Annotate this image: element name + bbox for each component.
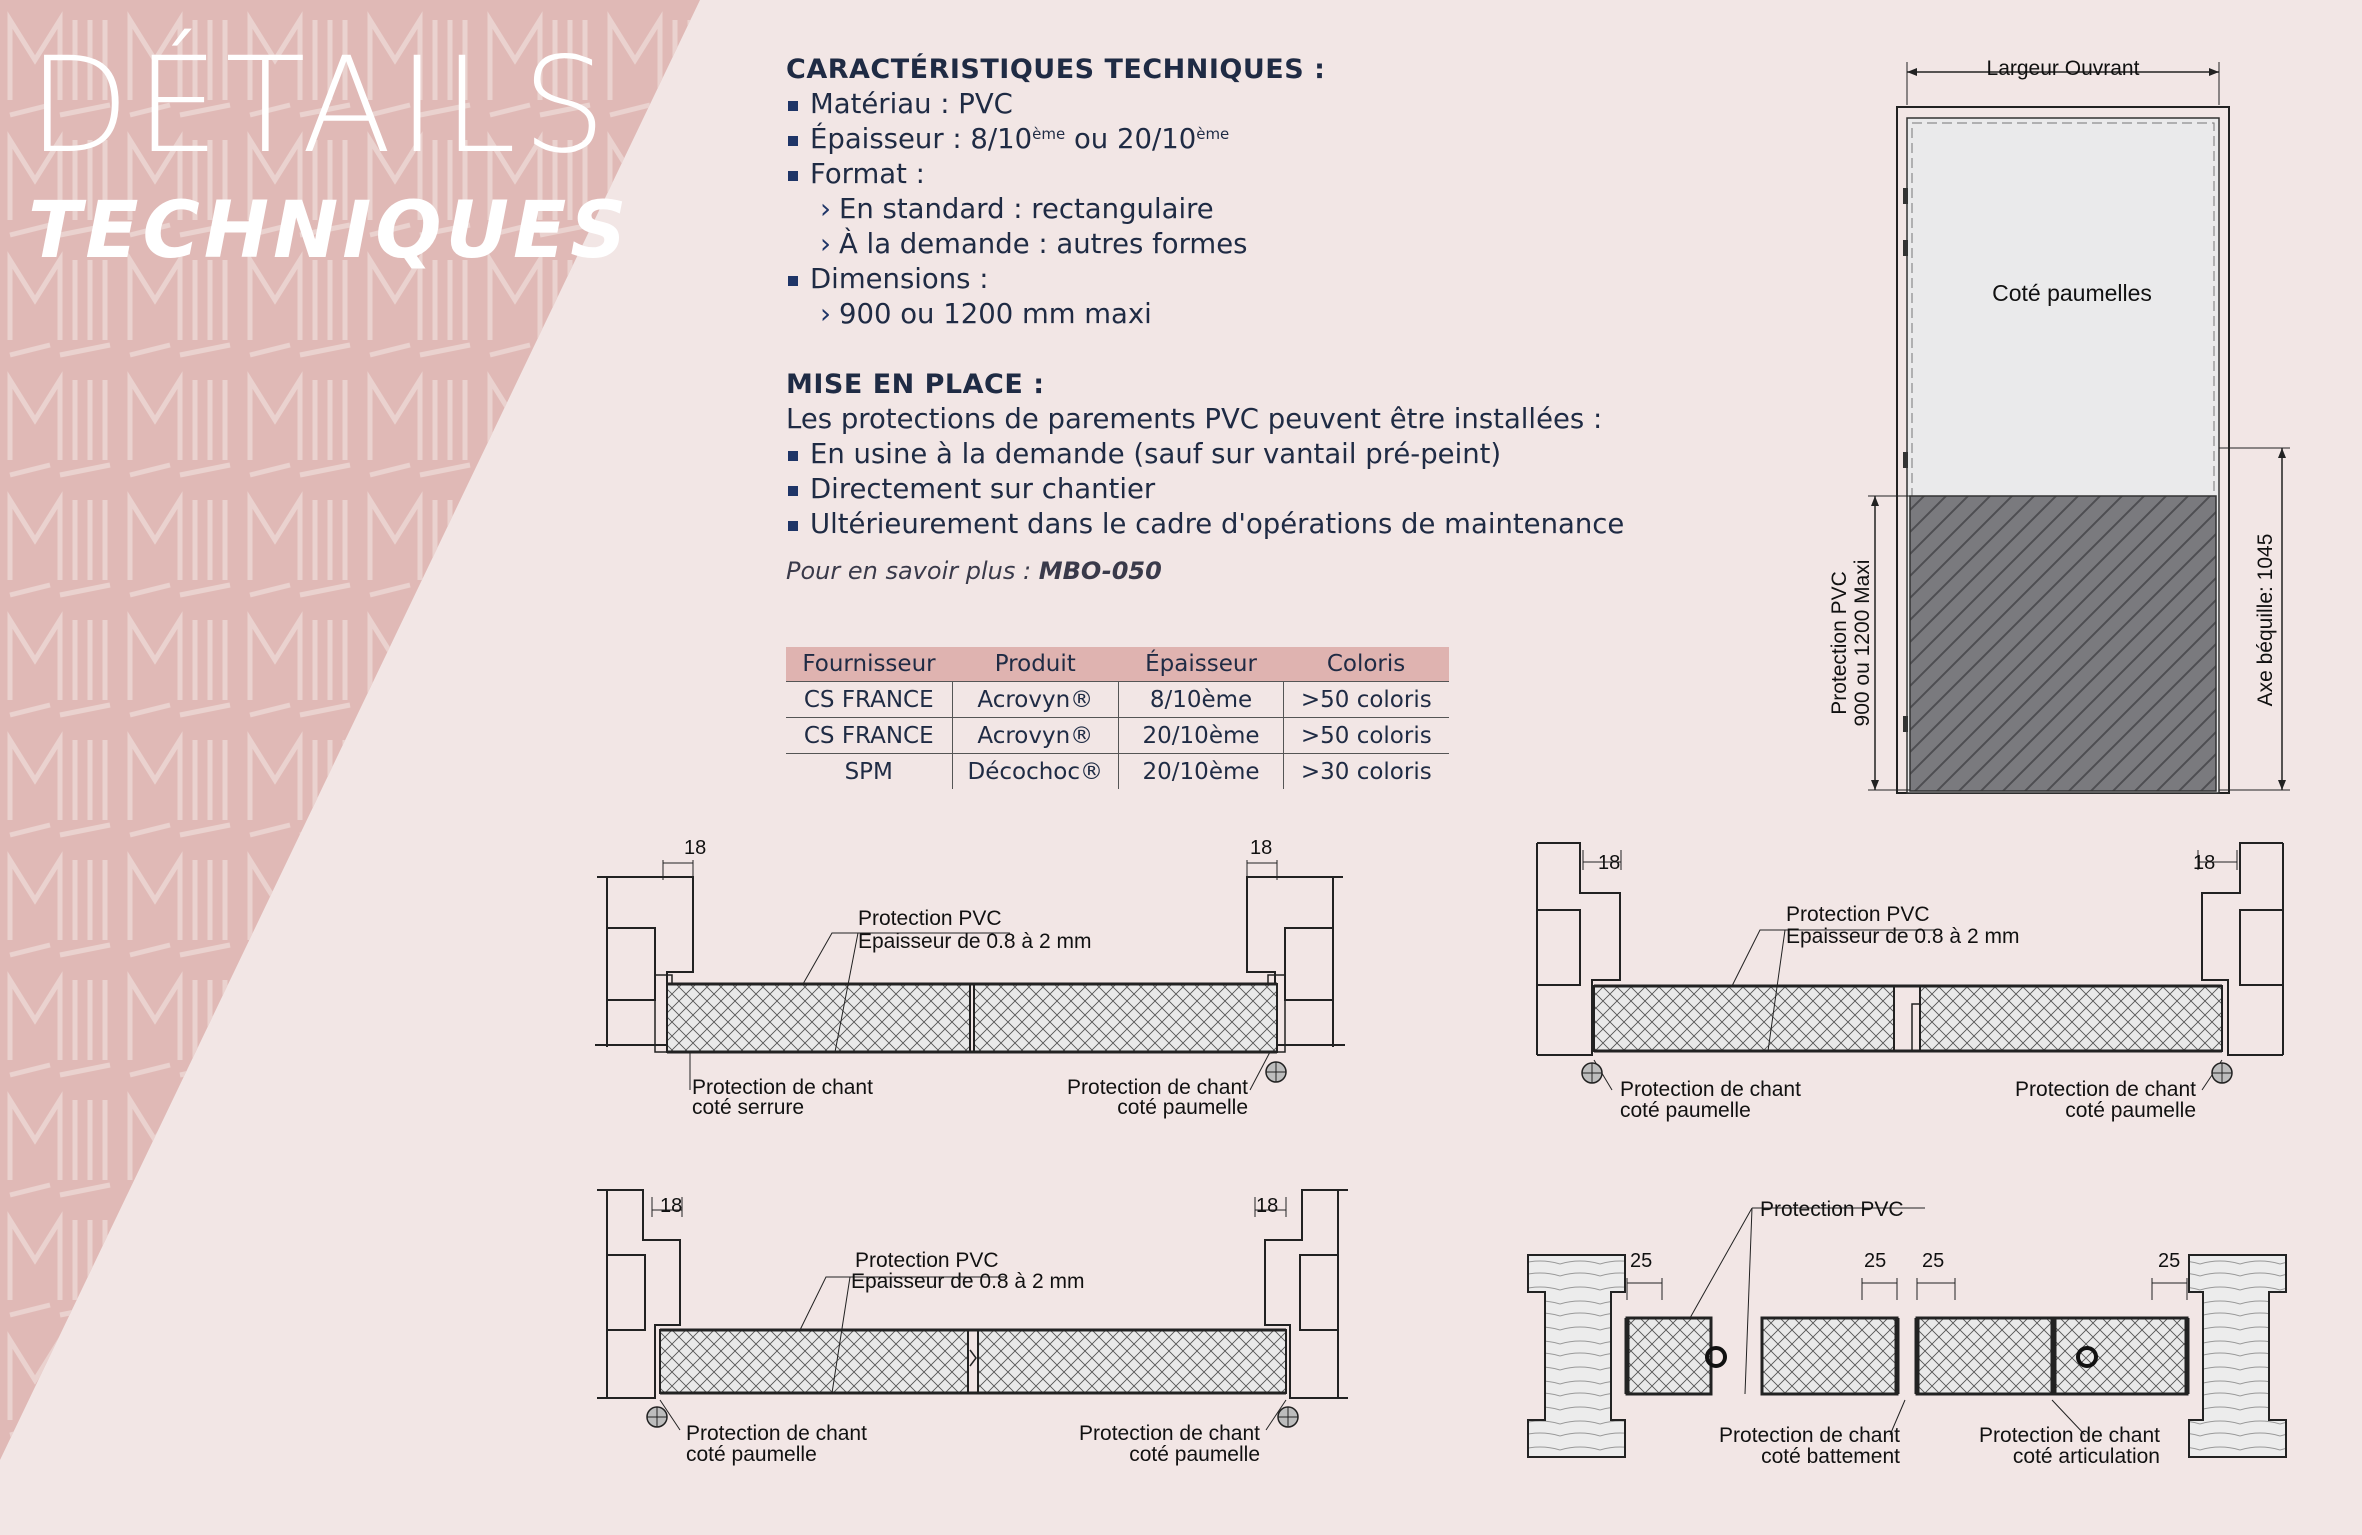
mise-intro: Les protections de parements PVC peuvent être installées : bbox=[786, 403, 1603, 435]
table-cell: 8/10ème bbox=[1119, 682, 1284, 718]
mise-item: Directement sur chantier bbox=[786, 472, 1686, 507]
section2-chant-left: Protection de chant bbox=[1620, 1078, 1801, 1101]
screw-icon bbox=[1582, 1063, 1602, 1083]
door-core-right bbox=[1920, 986, 2222, 1051]
pvc-protection-panel bbox=[1910, 496, 2216, 791]
table-cell: 20/10ème bbox=[1119, 754, 1284, 790]
hinge-icon bbox=[1903, 240, 1908, 256]
right-wood-jamb bbox=[2189, 1255, 2286, 1457]
section-paumelle-paumelle-2 bbox=[597, 1190, 1348, 1430]
section4-articulation: coté articulation bbox=[2012, 1445, 2160, 1468]
door-elevation bbox=[1828, 57, 2290, 793]
table-cell: CS FRANCE bbox=[786, 718, 952, 754]
leaf-left-core-a bbox=[1627, 1318, 1711, 1394]
spec-format-demande-text: À la demande : autres formes bbox=[839, 228, 1248, 260]
section1-chant-left: Protection de chant bbox=[692, 1076, 873, 1099]
table-header: Produit bbox=[952, 647, 1119, 682]
leaf-right-core-b bbox=[2055, 1318, 2187, 1394]
more-info-reference: MBO-050 bbox=[1038, 557, 1162, 585]
section1-chant-right: Protection de chant bbox=[1067, 1076, 1248, 1099]
dim-25: 25 bbox=[1630, 1250, 1653, 1272]
dim-18: 18 bbox=[1598, 852, 1621, 874]
leaf-right-core-a bbox=[1917, 1318, 2052, 1394]
spec-epaisseur-b: ou 20/10 bbox=[1065, 123, 1197, 155]
spec-dimensions: Dimensions : bbox=[786, 262, 1686, 297]
section3-chant-right: Protection de chant bbox=[1079, 1422, 1260, 1445]
table-cell: Acrovyn® bbox=[952, 718, 1119, 754]
spec-format: Format : bbox=[786, 157, 1686, 192]
screw-icon bbox=[1266, 1062, 1286, 1082]
section3-paumelle-left: coté paumelle bbox=[686, 1443, 817, 1466]
table-header: Coloris bbox=[1284, 647, 1449, 682]
chevron-right-icon: › bbox=[820, 298, 831, 330]
table-header: Fournisseur bbox=[786, 647, 952, 682]
table-cell: Acrovyn® bbox=[952, 682, 1119, 718]
door-side-label: Coté paumelles bbox=[1992, 280, 2152, 306]
screw-icon bbox=[1278, 1407, 1298, 1427]
section4-chant-right: Protection de chant bbox=[1979, 1424, 2160, 1447]
hero-title-line1: DÉTAILS bbox=[28, 29, 612, 183]
section1-epaisseur: Epaisseur de 0.8 à 2 mm bbox=[858, 930, 1092, 953]
section4-chant-left: Protection de chant bbox=[1719, 1424, 1900, 1447]
screw-icon bbox=[647, 1407, 667, 1427]
table-header: Épaisseur bbox=[1119, 647, 1284, 682]
table-cell: CS FRANCE bbox=[786, 682, 952, 718]
door-core-left bbox=[1594, 986, 1894, 1051]
dim-25: 25 bbox=[1864, 1250, 1887, 1272]
dim-18: 18 bbox=[660, 1195, 683, 1217]
spec-materiau: Matériau : PVC bbox=[786, 87, 1686, 122]
section2-prot-pvc: Protection PVC bbox=[1786, 903, 1930, 926]
section3-prot-pvc: Protection PVC bbox=[855, 1249, 999, 1272]
table-cell: Décochoc® bbox=[952, 754, 1119, 790]
dim-25: 25 bbox=[1922, 1250, 1945, 1272]
door-core-right bbox=[974, 984, 1277, 1052]
hinge-icon bbox=[1903, 452, 1908, 468]
chevron-right-icon: › bbox=[820, 193, 831, 225]
dim-25: 25 bbox=[2158, 1250, 2181, 1272]
spec-epaisseur-sup2: ème bbox=[1196, 125, 1230, 143]
door-core-left bbox=[660, 1330, 968, 1393]
section2-paumelle-right: coté paumelle bbox=[2065, 1099, 2196, 1122]
section2-paumelle-left: coté paumelle bbox=[1620, 1099, 1751, 1122]
section-paumelle-paumelle bbox=[1537, 843, 2283, 1090]
dim-18: 18 bbox=[1250, 837, 1273, 859]
table-cell: 20/10ème bbox=[1119, 718, 1284, 754]
table-cell: >50 coloris bbox=[1284, 718, 1449, 754]
left-wood-jamb bbox=[1528, 1255, 1625, 1457]
spec-epaisseur-sup1: ème bbox=[1032, 125, 1066, 143]
hinge-icon bbox=[1903, 188, 1908, 204]
section-serrure-paumelle bbox=[595, 860, 1345, 1090]
hero-title-line2: TECHNIQUES bbox=[28, 186, 631, 276]
spec-epaisseur-a: Épaisseur : 8/10 bbox=[810, 123, 1033, 155]
pvc-height-label-2: 900 ou 1200 Maxi bbox=[1851, 559, 1874, 727]
table-cell: SPM bbox=[786, 754, 952, 790]
section1-serrure: coté serrure bbox=[692, 1096, 805, 1119]
dim-18: 18 bbox=[1256, 1195, 1279, 1217]
door-width-label: Largeur Ouvrant bbox=[1986, 57, 2140, 80]
dim-18: 18 bbox=[2193, 852, 2216, 874]
section4-battement: coté battement bbox=[1761, 1445, 1900, 1468]
leaf-left-core-b bbox=[1762, 1318, 1897, 1394]
mise-item: Ultérieurement dans le cadre d'opérations de maintenance bbox=[786, 507, 1686, 542]
section3-epaisseur: Epaisseur de 0.8 à 2 mm bbox=[851, 1270, 1085, 1293]
mise-item: En usine à la demande (sauf sur vantail pré-peint) bbox=[786, 437, 1686, 472]
handle-axis-label: Axe béquille: 1045 bbox=[2254, 533, 2277, 707]
mise-heading: MISE EN PLACE : bbox=[786, 369, 1045, 400]
table-cell: >50 coloris bbox=[1284, 682, 1449, 718]
dim-18: 18 bbox=[684, 837, 707, 859]
table-cell: >30 coloris bbox=[1284, 754, 1449, 790]
screw-icon bbox=[2212, 1063, 2232, 1083]
spec-dimensions-value-text: 900 ou 1200 mm maxi bbox=[839, 298, 1152, 330]
section4-prot-pvc: Protection PVC bbox=[1760, 1198, 1904, 1221]
section3-paumelle-right: coté paumelle bbox=[1129, 1443, 1260, 1466]
door-core-right bbox=[978, 1330, 1286, 1393]
spec-format-standard-text: En standard : rectangulaire bbox=[839, 193, 1214, 225]
section2-chant-right: Protection de chant bbox=[2015, 1078, 2196, 1101]
section1-prot-pvc: Protection PVC bbox=[858, 907, 1002, 930]
more-info-label: Pour en savoir plus : bbox=[786, 557, 1039, 585]
section-double-door bbox=[1528, 1208, 2286, 1457]
specs-heading: CARACTÉRISTIQUES TECHNIQUES : bbox=[786, 54, 1326, 85]
hinge-icon bbox=[1903, 716, 1908, 732]
section1-paumelle-right: coté paumelle bbox=[1117, 1096, 1248, 1119]
pvc-height-label-1: Protection PVC bbox=[1828, 571, 1851, 715]
chevron-right-icon: › bbox=[820, 228, 831, 260]
door-core-left bbox=[667, 984, 970, 1052]
section3-chant-left: Protection de chant bbox=[686, 1422, 867, 1445]
section2-epaisseur: Epaisseur de 0.8 à 2 mm bbox=[1786, 925, 2020, 948]
